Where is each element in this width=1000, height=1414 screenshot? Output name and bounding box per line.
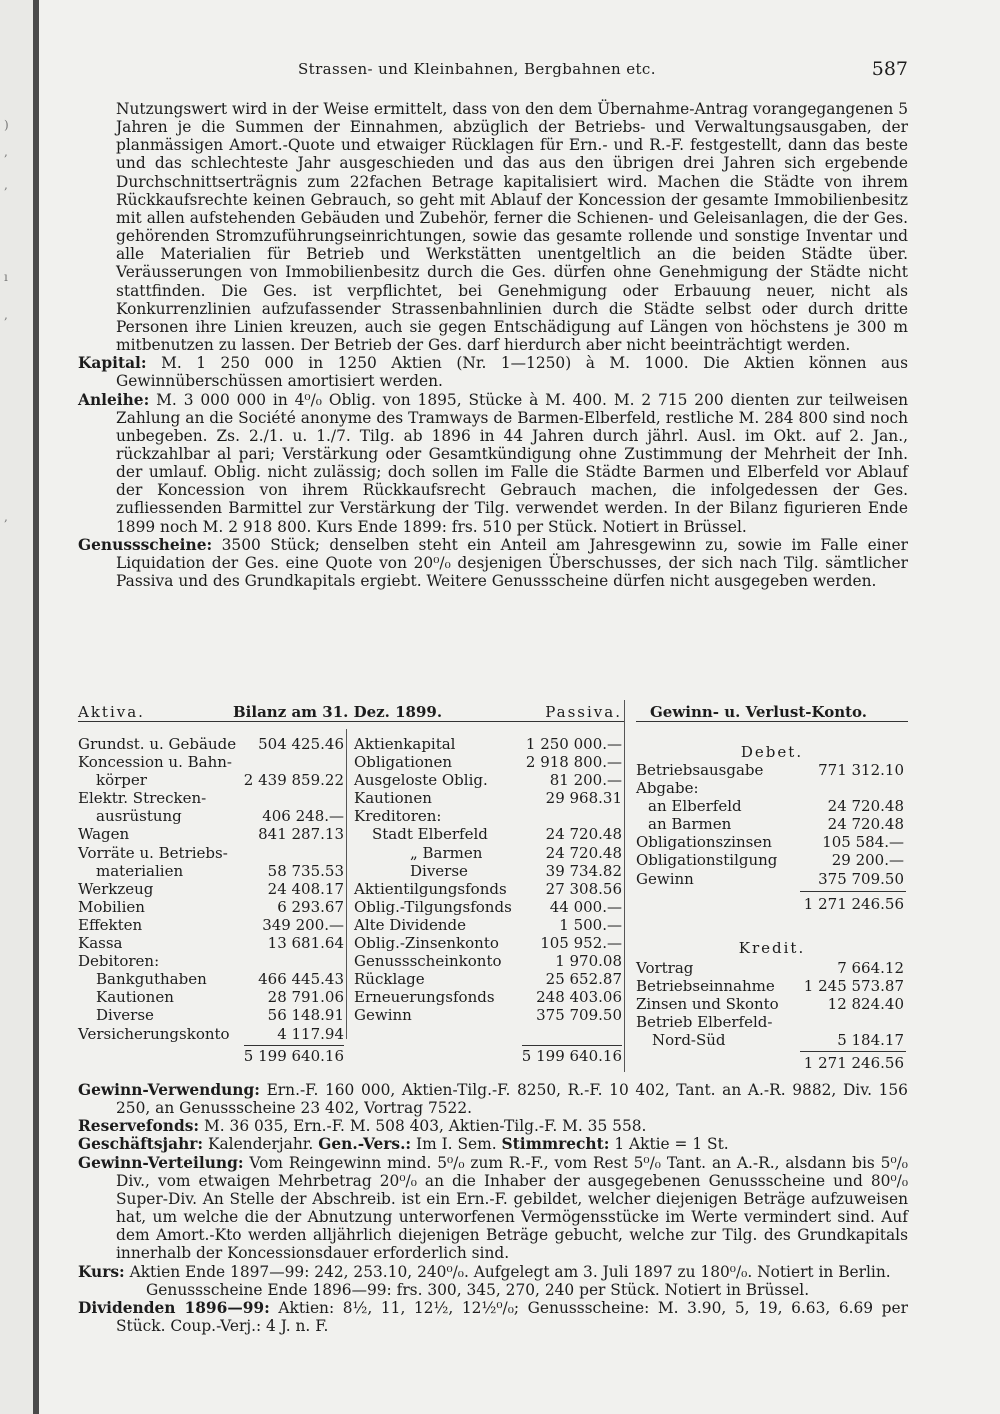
passiva-row-value: 1 250 000.— — [525, 735, 622, 753]
aktiva-row — [78, 844, 344, 862]
passiva-row-value: 24 720.48 — [545, 843, 622, 862]
passiva-row-label: Obligationen — [354, 753, 453, 772]
text-genussscheine: 3500 Stück; denselben steht ein Anteil am Jahresgewinn zu, sowie im Falle einer Liquidation der Ges. eine Quote von 20⁰/₀ desjenigen Überschusses, der sich nach Tilg. sämtlicher Passiva und des Grundkapitals ergiebt. Weitere Genussscheine dürfen nicht ausgegeben werden. — [116, 535, 908, 591]
debet-label: Debet. — [740, 743, 804, 761]
passiva-row-label: Gewinn — [354, 1006, 412, 1025]
label-genussscheine: Genussscheine: — [78, 535, 213, 554]
kredit-row — [636, 977, 904, 995]
aktiva-row — [78, 862, 344, 880]
aktiva-list — [78, 735, 344, 1043]
debet-row-label: Abgabe: — [636, 779, 699, 798]
passiva-row-value: 1 500.— — [559, 915, 622, 934]
passiva-row-value: 248 403.06 — [536, 988, 622, 1007]
passiva-row-value: 24 720.48 — [545, 825, 622, 844]
aktiva-row-label: Diverse — [96, 1006, 154, 1025]
binding-edge — [33, 0, 39, 1414]
guv-title: Gewinn- u. Verlust-Konto. — [650, 703, 867, 721]
label-geschaeftsjahr: Geschäftsjahr: — [78, 1135, 204, 1154]
debet-row-value: 29 200.— — [831, 851, 904, 870]
text-reservefonds: M. 36 035, Ern.-F. M. 508 403, Aktien-Tilg.-F. M. 35 558. — [203, 1117, 647, 1136]
kredit-row — [636, 1031, 904, 1049]
aktiva-row-value: 28 791.06 — [267, 988, 344, 1007]
aktiva-row — [78, 898, 344, 916]
aktiva-row — [78, 916, 344, 934]
gutter-mark: ı — [4, 270, 8, 284]
aktiva-row-label: körper — [96, 771, 147, 790]
debet-row-label: Obligationstilgung — [636, 851, 778, 870]
aktiva-row-label: Koncession u. Bahn- — [78, 753, 232, 772]
aktiva-row — [78, 771, 344, 789]
kredit-row — [636, 1013, 904, 1031]
footer-text — [78, 1081, 908, 1335]
aktiva-row-label: Grundst. u. Gebäude — [78, 735, 237, 753]
paragraph-gewinn-verteilung — [78, 1154, 908, 1263]
running-title: Strassen- und Kleinbahnen, Bergbahnen etc. — [298, 60, 656, 78]
debet-row-value: 771 312.10 — [818, 761, 904, 779]
page-header — [118, 58, 908, 88]
passiva-row-label: Kautionen — [354, 789, 432, 808]
aktiva-row-label: Kassa — [78, 934, 123, 953]
aktiva-row-value: 13 681.64 — [267, 934, 344, 953]
gutter-mark: , — [4, 510, 8, 524]
paragraph-geschaeftsjahr — [78, 1135, 908, 1153]
bilanz-title: Bilanz am 31. Dez. 1899. — [233, 703, 443, 721]
label-reservefonds: Reservefonds: — [78, 1117, 200, 1136]
label-kurs: Kurs: — [78, 1262, 125, 1281]
kredit-row-label: Vortrag — [636, 959, 694, 977]
passiva-row — [354, 1006, 622, 1024]
page-number: 587 — [871, 58, 908, 80]
passiva-total: 5 199 640.16 — [521, 1047, 622, 1065]
passiva-row-value: 81 200.— — [549, 771, 622, 790]
paragraph-dividenden — [78, 1299, 908, 1335]
paragraph-nutzungswert: Nutzungswert wird in der Weise ermittelt, dass von den dem Übernahme-Antrag vorangegangenen 5 Jahren je die Summen der Einnahmen, abzüglich der Betriebs- und Verwaltungsausgaben, der planmässigen Amort.-Quote und etwaiger Rücklagen für Ern.- und R.-F. festgestellt, dann das beste und das schlechteste Jahr ausgeschieden und das aus den übrigen drei Jahren sich ergebende Durchschnittserträgnis zum 22fachen Betrage kapitalisiert wird. Machen die Städte von ihrem Rückkaufsrechte keinen Gebrauch, so geht mit Ablauf der Koncession der gesamte Immobilienbesitz mit allen aufstehenden Gebäuden und Zubehör, ferner die Schienen- und Geleisanlagen, die der Ges. gehörenden Stromzuführungseinrichtungen, sowie das gesamte rollende und sonstige Inventar und alle Materialien für Betrieb und Werkstätten unentgeltlich an die beiden Städte über. Veräusserungen von Immobilienbesitz durch die Ges. dürfen ohne Genehmigung der Städte nicht stattfinden. Die Ges. ist verpflichtet, bei Genehmigung oder Erbauung neuer, nicht als Konkurrenzlinien aufzufassender Strassenbahnlinien durch die Städte selbst oder durch dritte Personen ihre Linien kreuzen, auch sie gegen Entschädigung auf Längen von höchstens je 300 m mitbenutzen zu lassen. Der Betrieb der Ges. darf hierdurch aber nicht beeinträchtigt werden. — [116, 100, 908, 355]
gutter-mark: ) — [4, 118, 9, 132]
aktiva-row-value: 58 735.53 — [267, 861, 344, 880]
table-divider — [624, 700, 625, 1072]
passiva-row-label: Oblig.-Zinsenkonto — [354, 934, 499, 953]
aktiva-row-value: 349 200.— — [262, 915, 344, 934]
label-anleihe: Anleihe: — [78, 390, 150, 409]
aktiva-row — [78, 825, 344, 843]
passiva-row-label: Aktienkapital — [354, 735, 456, 753]
guv-header — [636, 703, 908, 722]
debet-row — [636, 779, 904, 797]
sum-line — [800, 1051, 906, 1052]
passiva-row-value: 39 734.82 — [545, 861, 622, 880]
debet-list — [636, 761, 904, 888]
text-gewinn-verwendung: Ern.-F. 160 000, Aktien-Tilg.-F. 8250, R.-F. 10 402, Tant. an A.-R. 9882, Div. 156 250, an Genussscheine 23 402, Vortrag 7522. — [116, 1081, 908, 1118]
paragraph-anleihe — [78, 391, 908, 536]
passiva-row-value: 2 918 800.— — [525, 753, 622, 772]
aktiva-row-label: Vorräte u. Betriebs- — [78, 843, 228, 862]
passiva-row-label: Aktientilgungsfonds — [354, 879, 507, 898]
aktiva-total: 5 199 640.16 — [243, 1047, 344, 1065]
passiva-row-value: 44 000.— — [549, 897, 622, 916]
gutter-mark: , — [4, 178, 8, 192]
text-anleihe: M. 3 000 000 in 4⁰/₀ Oblig. von 1895, Stücke à M. 400. M. 2 715 200 dienten zur teilweisen Zahlung an die Société anonyme des Tramways de Barmen-Elberfeld, restliche M. 284 800 sind noch unbegeben. Zs. 2./1. u. 1./7. Tilg. ab 1896 in 44 Jahren durch jährl. Ausl. im Okt. auf 2. Jan., rückzahlbar al pari; Verstärkung oder Gesamtkündigung ohne Zustimmung der Mehrheit der Inh. der umlauf. Oblig. nicht zulässig; doch sollen im Falle die Städte Barmen und Elberfeld vor Ablauf der Koncession von ihrem Rückkaufsrecht Gebrauch machen, die infolgedessen der Ges. zufliessenden Barmittel zur Verstärkung der Tilg. verwendet werden. In der Bilanz figurieren Ende 1899 noch M. 2 918 800. Kurs Ende 1899: frs. 510 per Stück. Notiert in Brüssel. — [116, 390, 908, 536]
sum-line — [800, 891, 906, 892]
kredit-row — [636, 995, 904, 1013]
gutter-mark: , — [4, 308, 8, 322]
passiva-row-label: Erneuerungsfonds — [354, 988, 495, 1007]
passiva-row — [354, 970, 622, 988]
text-gen-vers: Im I. Sem. — [416, 1135, 497, 1154]
sum-line — [244, 1045, 344, 1046]
label-gewinn-verwendung: Gewinn-Verwendung: — [78, 1081, 260, 1099]
aktiva-row — [78, 880, 344, 898]
aktiva-row-value: 6 293.67 — [277, 897, 344, 916]
text-kurs: Aktien Ende 1897—99: 242, 253.10, 240⁰/₀. Aufgelegt am 3. Juli 1897 zu 180⁰/₀. Notiert in Berlin. — [129, 1262, 891, 1281]
kredit-row-value: 5 184.17 — [837, 1031, 904, 1050]
aktiva-row-label: Versicherungskonto — [78, 1024, 230, 1043]
paragraph-genussscheine — [78, 536, 908, 590]
passiva-row-label: Stadt Elberfeld — [372, 825, 488, 844]
passiva-row-label: Alte Dividende — [354, 915, 467, 934]
aktiva-row-value: 56 148.91 — [267, 1006, 344, 1025]
aktiva-row-label: ausrüstung — [96, 807, 182, 826]
debet-row — [636, 851, 904, 869]
kredit-row-label: Betriebseinnahme — [636, 977, 775, 996]
kredit-list — [636, 959, 904, 1049]
aktiva-row — [78, 1025, 344, 1043]
paragraph-gewinn-verwendung — [78, 1081, 908, 1117]
aktiva-row-value: 4 117.94 — [277, 1024, 344, 1043]
kredit-row-value: 7 664.12 — [837, 959, 904, 977]
debet-row — [636, 833, 904, 851]
debet-row — [636, 761, 904, 779]
kredit-label: Kredit. — [738, 939, 806, 957]
passiva-row-value: 27 308.56 — [545, 879, 622, 898]
aktiva-row-value: 406 248.— — [262, 807, 344, 826]
aktiva-row-label: Elektr. Strecken- — [78, 789, 207, 808]
debet-row-value: 24 720.48 — [827, 797, 904, 816]
aktiva-row-label: Wagen — [78, 825, 130, 844]
passiva-row — [354, 862, 622, 880]
debet-row-label: Obligationszinsen — [636, 833, 772, 852]
guv-table — [636, 703, 908, 1083]
text-gewinn-verteilung: Vom Reingewinn mind. 5⁰/₀ zum R.-F., vom Rest 5⁰/₀ Tant. an A.-R., alsdann bis 5⁰/₀ Div., vom etwaigen Mehrbetrag 20⁰/₀ an die Inhaber der ausgegebenen Genussscheine und 80⁰/₀ Super-Div. An Stelle der Abschreib. ist ein Ern.-F. gebildet, welcher diejenigen Beträge aufzuweisen hat, um welche die der Abnutzung unterworfenen Vermögensstücke im Werte vermindert sind. Auf dem Amort.-Kto werden alljährlich diejenigen Beträge gebucht, welche zur Tilg. des Grundkapitals innerhalb der Koncessionsdauer erforderlich sind. — [116, 1153, 908, 1263]
debet-total: 1 271 246.56 — [803, 895, 904, 913]
kredit-total: 1 271 246.56 — [803, 1054, 904, 1072]
body-text — [78, 100, 908, 590]
kredit-row-label: Zinsen und Skonto — [636, 995, 779, 1014]
text-kapital: M. 1 250 000 in 1250 Aktien (Nr. 1—1250) à M. 1000. Die Aktien können aus Gewinnüberschüssen amortisiert werden. — [116, 354, 908, 391]
aktiva-row-label: Mobilien — [78, 897, 145, 916]
bilanz-table — [78, 703, 624, 1073]
label-dividenden: Dividenden 1896—99: — [78, 1298, 270, 1317]
passiva-label: Passiva. — [545, 703, 622, 721]
aktiva-row — [78, 952, 344, 970]
aktiva-row-label: Effekten — [78, 915, 143, 934]
passiva-row-label: Kreditoren: — [354, 807, 442, 826]
text-dividenden: Aktien: 8½, 11, 12½, 12½⁰/₀; Genussscheine: M. 3.90, 5, 19, 6.63, 6.69 per Stück. Coup.-Verj.: 4 J. n. F. — [116, 1298, 908, 1336]
aktiva-row-value: 466 445.43 — [258, 970, 344, 989]
text-geschaeftsjahr: Kalenderjahr. — [207, 1135, 314, 1154]
debet-row — [636, 797, 904, 815]
passiva-row — [354, 735, 622, 753]
aktiva-row-label: materialien — [96, 861, 184, 880]
kredit-row-value: 12 824.40 — [827, 995, 904, 1014]
debet-row-label: an Barmen — [648, 815, 732, 834]
passiva-row-label: Rücklage — [354, 970, 425, 989]
passiva-row-label: „ Barmen — [410, 843, 483, 862]
passiva-row-label: Genussscheinkonto — [354, 952, 502, 971]
aktiva-row-value: 24 408.17 — [267, 879, 344, 898]
passiva-row — [354, 952, 622, 970]
aktiva-row — [78, 753, 344, 771]
label-gewinn-verteilung: Gewinn-Verteilung: — [78, 1153, 244, 1172]
aktiva-row — [78, 1006, 344, 1024]
passiva-row-value: 375 709.50 — [536, 1006, 622, 1025]
debet-row-value: 24 720.48 — [827, 815, 904, 834]
aktiva-row-label: Bankguthaben — [96, 970, 207, 989]
aktiva-row — [78, 934, 344, 952]
passiva-row-value: 105 952.— — [540, 934, 622, 953]
passiva-row-value: 25 652.87 — [545, 970, 622, 989]
passiva-row-value: 29 968.31 — [545, 789, 622, 808]
passiva-row — [354, 807, 622, 825]
passiva-list — [354, 735, 622, 1025]
paragraph-kapital — [78, 354, 908, 390]
text-stimmrecht: 1 Aktie = 1 St. — [614, 1135, 729, 1154]
debet-row — [636, 870, 904, 888]
paragraph-reservefonds — [78, 1117, 908, 1135]
passiva-row — [354, 844, 622, 862]
passiva-row — [354, 825, 622, 843]
kredit-row-label: Nord-Süd — [652, 1031, 726, 1050]
passiva-row-label: Ausgeloste Oblig. — [354, 771, 488, 790]
aktiva-row-label: Kautionen — [96, 988, 174, 1007]
debet-row-label: an Elberfeld — [648, 797, 742, 816]
label-gen-vers: Gen.-Vers.: — [318, 1135, 412, 1154]
column-divider — [346, 729, 347, 1039]
passiva-row — [354, 789, 622, 807]
aktiva-row — [78, 988, 344, 1006]
debet-row-value: 375 709.50 — [818, 869, 904, 888]
aktiva-row-label: Werkzeug — [78, 879, 154, 898]
passiva-row-value: 1 970.08 — [555, 952, 622, 971]
passiva-row — [354, 771, 622, 789]
aktiva-row — [78, 970, 344, 988]
sum-line — [522, 1045, 622, 1046]
gutter-mark: , — [4, 145, 8, 159]
debet-row-value: 105 584.— — [822, 833, 904, 852]
aktiva-row-value: 2 439 859.22 — [243, 771, 344, 790]
aktiva-label: Aktiva. — [78, 703, 145, 721]
paragraph-kurs-genussscheine: Genussscheine Ende 1896—99: frs. 300, 345, 270, 240 per Stück. Notiert in Brüssel. — [146, 1280, 810, 1299]
aktiva-row-value: 841 287.13 — [258, 825, 344, 844]
label-kapital: Kapital: — [78, 354, 147, 373]
debet-row-label: Gewinn — [636, 869, 694, 888]
bilanz-header — [78, 703, 624, 722]
debet-row — [636, 815, 904, 833]
passiva-row-label: Diverse — [410, 861, 468, 880]
kredit-row-label: Betrieb Elberfeld- — [636, 1013, 773, 1032]
paragraph-kurs — [78, 1263, 908, 1281]
passiva-row — [354, 880, 622, 898]
passiva-row — [354, 898, 622, 916]
debet-row-label: Betriebsausgabe — [636, 761, 764, 779]
aktiva-row — [78, 807, 344, 825]
passiva-row — [354, 753, 622, 771]
aktiva-row — [78, 789, 344, 807]
passiva-row — [354, 934, 622, 952]
kredit-row — [636, 959, 904, 977]
kredit-row-value: 1 245 573.87 — [803, 977, 904, 996]
label-stimmrecht: Stimmrecht: — [501, 1135, 610, 1154]
aktiva-row-value: 504 425.46 — [258, 735, 344, 753]
passiva-row-label: Oblig.-Tilgungsfonds — [354, 897, 512, 916]
aktiva-row-label: Debitoren: — [78, 952, 160, 971]
passiva-row — [354, 988, 622, 1006]
passiva-row — [354, 916, 622, 934]
aktiva-row — [78, 735, 344, 753]
